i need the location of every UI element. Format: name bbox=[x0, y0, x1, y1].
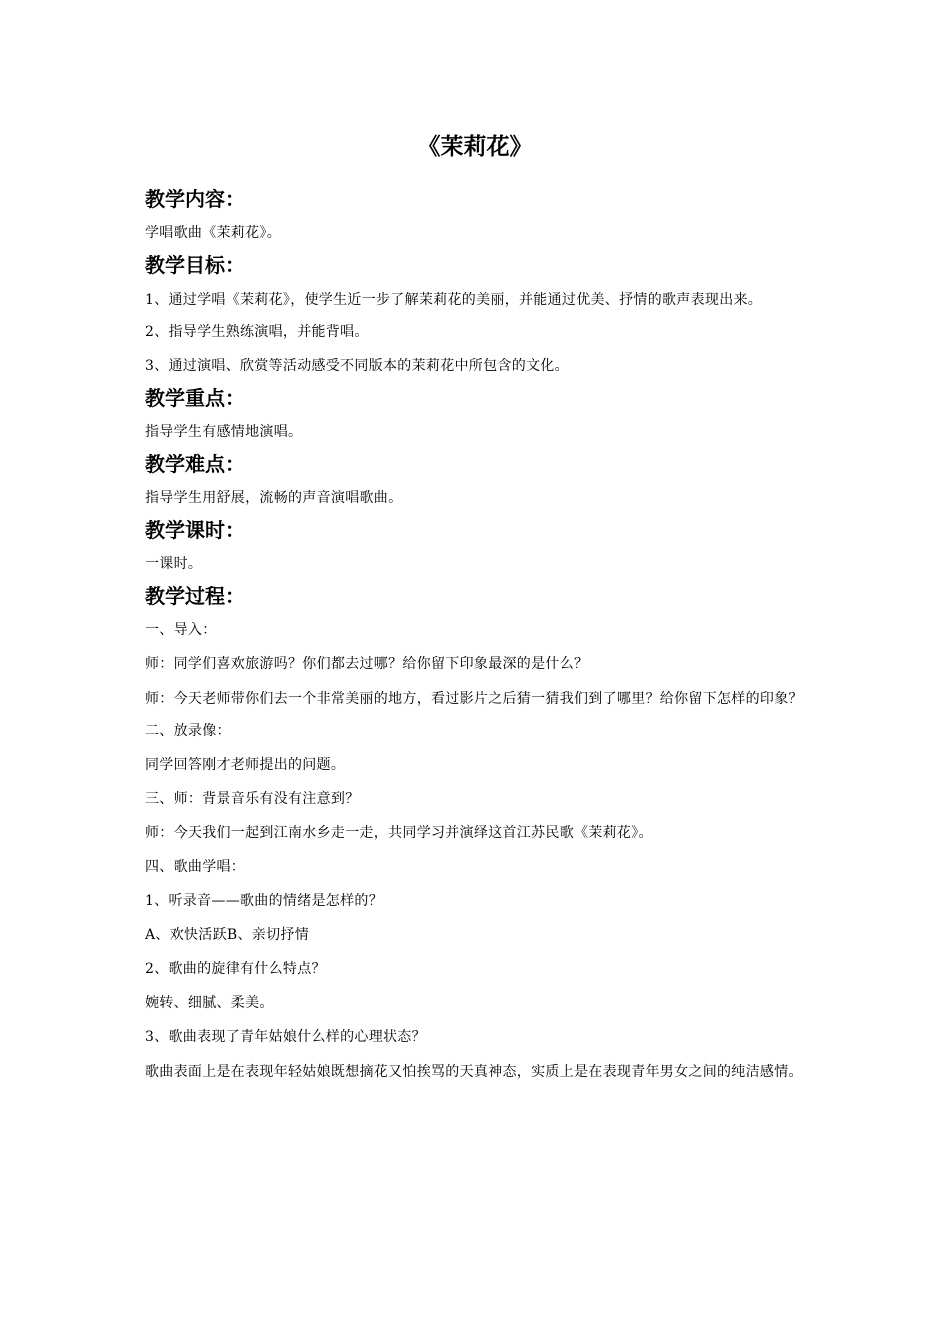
section-heading-periods: 教学课时： bbox=[145, 518, 245, 542]
section-heading-process: 教学过程： bbox=[145, 584, 245, 608]
process-line: 歌曲表面上是在表现年轻姑娘既想摘花又怕挨骂的天真神态，实质上是在表现青年男女之间的纯洁感情。 bbox=[145, 1064, 803, 1080]
process-line: 一、导入： bbox=[145, 622, 217, 638]
period-line: 一课时。 bbox=[145, 556, 203, 572]
document-body bbox=[145, 184, 810, 1087]
process-line: A、欢快活跃B、亲切抒情 bbox=[145, 927, 309, 943]
section-heading-objectives: 教学目标： bbox=[145, 253, 245, 277]
objective-line: 1、通过学唱《茉莉花》，使学生近一步了解茉莉花的美丽，并能通过优美、抒情的歌声表现出来。 bbox=[145, 292, 763, 308]
process-line: 三、师：背景音乐有没有注意到？ bbox=[145, 791, 360, 807]
process-line: 婉转、细腻、柔美。 bbox=[145, 995, 274, 1011]
section-heading-content: 教学内容： bbox=[145, 187, 245, 211]
section-heading-key-points: 教学重点： bbox=[145, 386, 245, 410]
difficulty-line: 指导学生用舒展，流畅的声音演唱歌曲。 bbox=[145, 490, 403, 506]
process-line: 师：今天我们一起到江南水乡走一走，共同学习并演绎这首江苏民歌《茉莉花》。 bbox=[145, 825, 653, 841]
document-title: 《茉莉花》 bbox=[417, 134, 533, 160]
process-line: 1、听录音——歌曲的情绪是怎样的？ bbox=[145, 893, 384, 909]
process-line: 师：同学们喜欢旅游吗？你们都去过哪？给你留下印象最深的是什么？ bbox=[145, 656, 589, 672]
objective-line: 3、通过演唱、欣赏等活动感受不同版本的茉莉花中所包含的文化。 bbox=[145, 358, 569, 374]
process-line: 同学回答刚才老师提出的问题。 bbox=[145, 757, 346, 773]
key-point-line: 指导学生有感情地演唱。 bbox=[145, 424, 303, 440]
process-line: 二、放录像： bbox=[145, 723, 231, 739]
process-line: 师：今天老师带你们去一个非常美丽的地方，看过影片之后猜一猜我们到了哪里？给你留下怎样的印象？ bbox=[145, 691, 803, 707]
process-line: 2、歌曲的旋律有什么特点？ bbox=[145, 961, 326, 977]
process-line: 四、歌曲学唱： bbox=[145, 859, 246, 875]
section-heading-difficulties: 教学难点： bbox=[145, 452, 245, 476]
objective-line: 2、指导学生熟练演唱，并能背唱。 bbox=[145, 324, 369, 340]
content-line: 学唱歌曲《茉莉花》。 bbox=[145, 225, 281, 241]
process-line: 3、歌曲表现了青年姑娘什么样的心理状态？ bbox=[145, 1029, 426, 1045]
